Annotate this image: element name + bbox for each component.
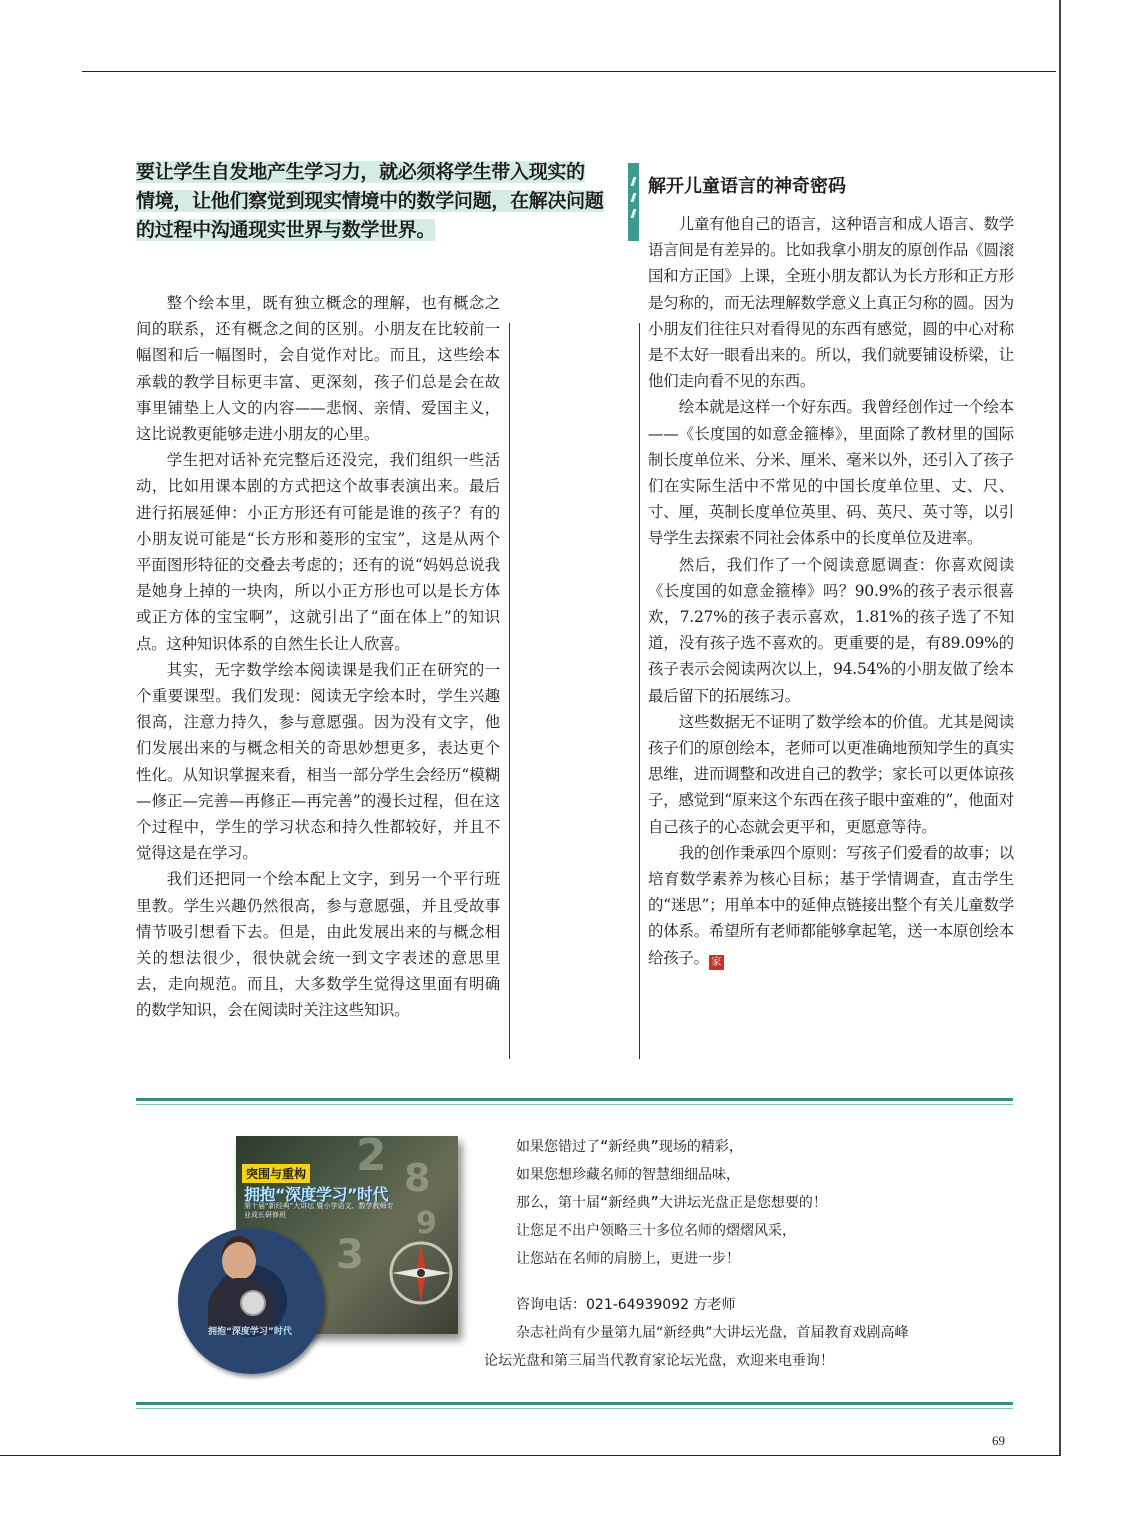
promo-top-rule [136, 1098, 1013, 1101]
heading-accent-bar [628, 163, 639, 241]
pull-quote-line: 情境，让他们察觉到现实情境中的数学问题，在解决问题 [136, 190, 604, 212]
promo-top-rule-thin [136, 1104, 1013, 1105]
paragraph [648, 840, 1014, 971]
column-divider [509, 323, 510, 1059]
right-edge-rule [1059, 0, 1061, 1456]
promo-line: 如果您错过了“新经典”现场的精彩， [516, 1139, 743, 1155]
left-column [136, 290, 500, 1024]
pull-quote-line: 要让学生自发地产生学习力，就必须将学生带入现实的 [136, 161, 585, 183]
dvd-disc [178, 1228, 324, 1374]
paragraph: 其实，无字数学绘本阅读课是我们正在研究的一个重要课型。我们发现：阅读无字绘本时，学生兴趣很高，注意力持久，参与意愿强。因为没有文字，他们发展出来的与概念相关的奇思妙想更多，表达更个性化。从知识掌握来看，相当一部分学生会经历“模糊—修正—完善—再修正—再完善”的漫长过程，但在这个过程中，学生的学习状态和持久性都较好，并且不觉得这是在学习。 [136, 660, 500, 863]
paragraph: 学生把对话补充完整后还没完，我们组织一些活动，比如用课本剧的方式把这个故事表演出来。最后进行拓展延伸：小正方形还有可能是谁的孩子？有的小朋友说可能是“长方形和菱形的宝宝”，这是从两个平面图形特征的交叠去考虑的；还有的说“妈妈总说我是她身上掉的一块肉，所以小正方形也可以是长方体或正方体的宝宝啊”，这就引出了“面在体上”的知识点。这种知识体系的自然生长让人欣喜。 [136, 451, 500, 653]
paragraph: 整个绘本里，既有独立概念的理解，也有概念之间的联系，还有概念之间的区别。小朋友在比较前一幅图和后一幅图时，会自觉作对比。而且，这些绘本承载的教学目标更丰富、更深刻，孩子们总是会在故事里铺垫上人文的内容——悲悯、亲情、爱国主义，这比说教更能够走进小朋友的心里。 [136, 294, 500, 444]
promo-line: 让您足不出户领略三十多位名师的熠熠风采， [516, 1223, 796, 1239]
dvd-case: 2 8 3 9 突围与重构 拥抱“深度学习”时代 第十届“新经典”大讲坛 暨小学语文、数学教师专业成长研修班 [236, 1136, 458, 1334]
top-rule [82, 71, 1056, 72]
disc-title: 拥抱“深度学习”时代 [208, 1327, 292, 1337]
promo-line: 那么，第十届“新经典”大讲坛光盘正是您想要的！ [516, 1195, 827, 1211]
dvd-product-image [178, 1136, 466, 1380]
paragraph: 绘本就是这样一个好东西。我曾经创作过一个绘本——《长度国的如意金箍棒》，里面除了教材里的国际制长度单位米、分米、厘米、毫米以外，还引入了孩子们在实际生活中不常见的中国长度单位里、丈、尺、寸、厘，英制长度单位英里、码、英尺、英寸等，以引导学生去探索不同社会体系中的长度单位及进率。 [648, 398, 1014, 548]
speaker-photo [222, 1242, 256, 1280]
end-mark: 家 [709, 955, 724, 970]
accent-nick [631, 193, 637, 202]
paragraph-text: 我的创作秉承四个原则：写孩子们爱看的故事；以培育数学素养为核心目标；基于学情调查，直击学生的“迷思”；用单本中的延伸点链接出整个有关儿童数学的体系。希望所有老师都能够拿起笔，送一本原创绘本给孩子。 [648, 843, 1014, 967]
page-number: 69 [992, 1433, 1005, 1448]
dvd-subtitle: 第十届“新经典”大讲坛 暨小学语文、数学教师专业成长研修班 [244, 1202, 394, 1219]
compass-icon [386, 1238, 456, 1308]
pull-quote-line: 的过程中沟通现实世界与数学世界。 [136, 219, 436, 241]
accent-nick [631, 209, 637, 218]
paragraph: 然后，我们作了一个阅读意愿调查：你喜欢阅读《长度国的如意金箍棒》吗？90.9%的孩子表示很喜欢，7.27%的孩子表示喜欢，1.81%的孩子选了不知道，没有孩子选不喜欢的。更重要的是，有89.09%的孩子表示会阅读两次以上，94.54%的小朋友做了绘本最后留下的拓展练习。 [648, 555, 1014, 705]
promo-line: 如果您想珍藏名师的智慧细细品味， [516, 1167, 740, 1183]
contact-note: 杂志社尚有少量第九届“新经典”大讲坛光盘，首届教育戏剧高峰 [516, 1325, 909, 1341]
right-column [648, 211, 1014, 971]
pull-quote [136, 158, 606, 245]
contact-note: 论坛光盘和第三届当代教育家论坛光盘，欢迎来电垂询！ [484, 1353, 834, 1369]
promo-bottom-rule-thin [136, 1408, 1013, 1409]
accent-nick [631, 177, 637, 186]
promo-line: 让您站在名师的肩膀上，更进一步！ [516, 1251, 740, 1267]
contact-phone: 咨询电话：021-64939092 方老师 [516, 1297, 736, 1313]
section-heading: 解开儿童语言的神奇密码 [648, 176, 846, 197]
dvd-tag: 突围与重构 [242, 1164, 310, 1183]
paragraph: 这些数据无不证明了数学绘本的价值。尤其是阅读孩子们的原创绘本，老师可以更准确地预知学生的真实思维，进而调整和改进自己的教学；家长可以更体谅孩子，感觉到“原来这个东西在孩子眼中蛮难的”，他面对自己孩子的心态就会更平和，更愿意等待。 [648, 712, 1014, 836]
paragraph: 我们还把同一个绘本配上文字，到另一个平行班里教。学生兴趣仍然很高，参与意愿强，并且受故事情节吸引想看下去。但是，由此发展出来的与概念相关的想法很少，很快就会统一到文字表述的意思里去，走向规范。而且，大多数学生觉得这里面有明确的数学知识，会在阅读时关注这些知识。 [136, 870, 500, 1020]
promo-text [516, 1133, 936, 1273]
disc-hole [240, 1290, 266, 1316]
dvd-title: 拥抱“深度学习”时代 [244, 1185, 389, 1204]
promo-bottom-rule [136, 1402, 1013, 1405]
paragraph: 儿童有他自己的语言，这种语言和成人语言、数学语言间是有差异的。比如我拿小朋友的原创作品《圆滚国和方正国》上课，全班小朋友都认为长方形和正方形是匀称的，而无法理解数学意义上真正匀称的圆。因为小朋友们往往只对看得见的东西有感觉，圆的中心对称是不太好一眼看出来的。所以，我们就要铺设桥梁，让他们走向看不见的东西。 [648, 215, 1014, 391]
column-divider [639, 323, 640, 1059]
bottom-rule [0, 1455, 1061, 1456]
